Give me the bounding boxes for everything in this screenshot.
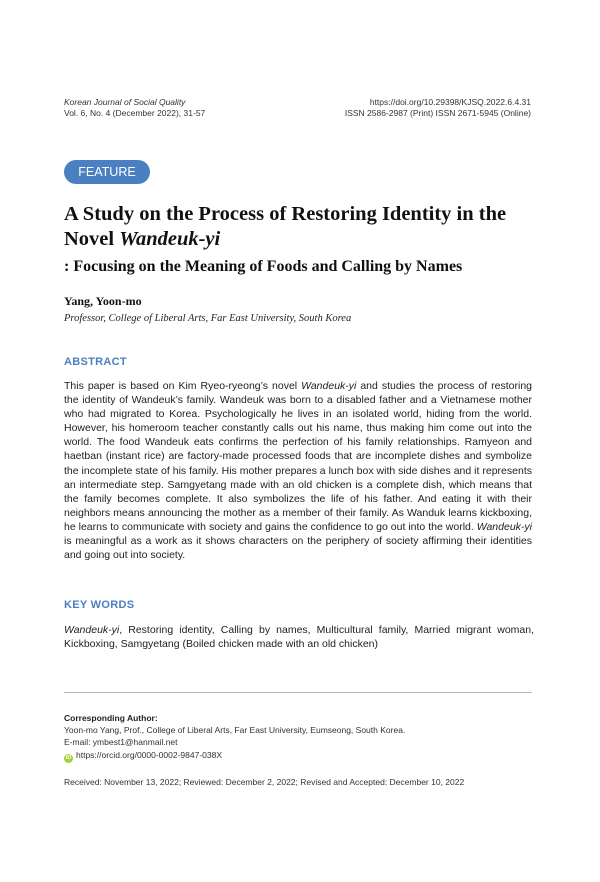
corresponding-details: Yoon-mo Yang, Prof., College of Liberal Arts, Far East University, Eumseong, South Korea. bbox=[64, 725, 406, 736]
article-dates: Received: November 13, 2022; Reviewed: December 2, 2022; Revised and Accepted: December 10, 2022 bbox=[64, 777, 465, 787]
abstract-text-1: This paper is based on Kim Ryeo-ryeong’s novel bbox=[64, 380, 302, 392]
doi-header bbox=[345, 97, 531, 119]
corresponding-email[interactable]: E-mail: ymbest1@hanmail.net bbox=[64, 737, 178, 748]
corresponding-author-block bbox=[64, 712, 405, 763]
journal-name: Korean Journal of Social Quality bbox=[64, 97, 186, 107]
keywords-list bbox=[64, 623, 534, 651]
title-novel-name: Wandeuk-yi bbox=[119, 228, 221, 250]
abstract-novel-1: Wandeuk-yi bbox=[301, 380, 357, 392]
volume-info: Vol. 6, No. 4 (December 2022), 31-57 bbox=[64, 108, 206, 118]
feature-badge: FEATURE bbox=[64, 160, 150, 184]
abstract-text-2: and studies the process of restoring the identity of Wandeuk’s family. Wandeuk was born to a disabled father and a Vietnamese mother who had migrated to Korea. Psychologically he lives in an isolated world, hiding from the world. However, his homeroom teacher constantly calls out his name, thus making him come out into the world. The food Wandeuk eats confirms the perfection of his family relationships. Ramyeon and haetban (instant rice) are factory-made processed foods that are incomplete dishes and symbolize the incomplete state of his family. His mother prepares a lunch box with side dishes and it represents an intermediate step. Samgyetang made with an old chicken is a complete dish, which means that the family becomes complete. It also symbolizes the life of his father. And eating it with their neighbors means announcing the mother as a member of their family. As Wanduk learns kickboxing, he learns to communicate with society and gains the confidence to go out into the world. bbox=[64, 380, 533, 533]
keywords-rest: , Restoring identity, Calling by names, Multicultural family, Married migrant woman, Kickboxing, Samgyetang (Boiled chicken made with an old chicken) bbox=[64, 624, 534, 651]
abstract-text-3: is meaningful as a work as it shows characters on the periphery of society affirming their identities and going out into society. bbox=[64, 535, 532, 562]
author-affiliation: Professor, College of Liberal Arts, Far East University, South Korea bbox=[64, 313, 352, 324]
title-main: A Study on the Process of Restoring Identity in the Novel bbox=[64, 203, 507, 250]
orcid-link[interactable]: https://orcid.org/0000-0002-9847-038X bbox=[76, 749, 223, 760]
author-name: Yang, Yoon-mo bbox=[64, 294, 142, 308]
doi-link[interactable]: https://doi.org/10.29398/KJSQ.2022.6.4.31 bbox=[369, 97, 531, 107]
orcid-line bbox=[64, 749, 405, 763]
abstract-heading: ABSTRACT bbox=[64, 356, 127, 368]
article-subtitle: : Focusing on the Meaning of Foods and Calling by Names bbox=[64, 258, 463, 275]
journal-header bbox=[64, 97, 205, 119]
abstract-body bbox=[64, 379, 532, 562]
divider bbox=[64, 692, 532, 693]
keywords-heading: KEY WORDS bbox=[64, 599, 135, 611]
keyword-novel: Wandeuk-yi bbox=[64, 624, 120, 636]
article-title bbox=[64, 202, 536, 252]
corresponding-label: Corresponding Author: bbox=[64, 713, 158, 723]
abstract-novel-2: Wandeuk-yi bbox=[476, 520, 532, 533]
issn-info: ISSN 2586-2987 (Print) ISSN 2671-5945 (Online) bbox=[344, 108, 531, 118]
orcid-icon: iD bbox=[65, 754, 72, 761]
